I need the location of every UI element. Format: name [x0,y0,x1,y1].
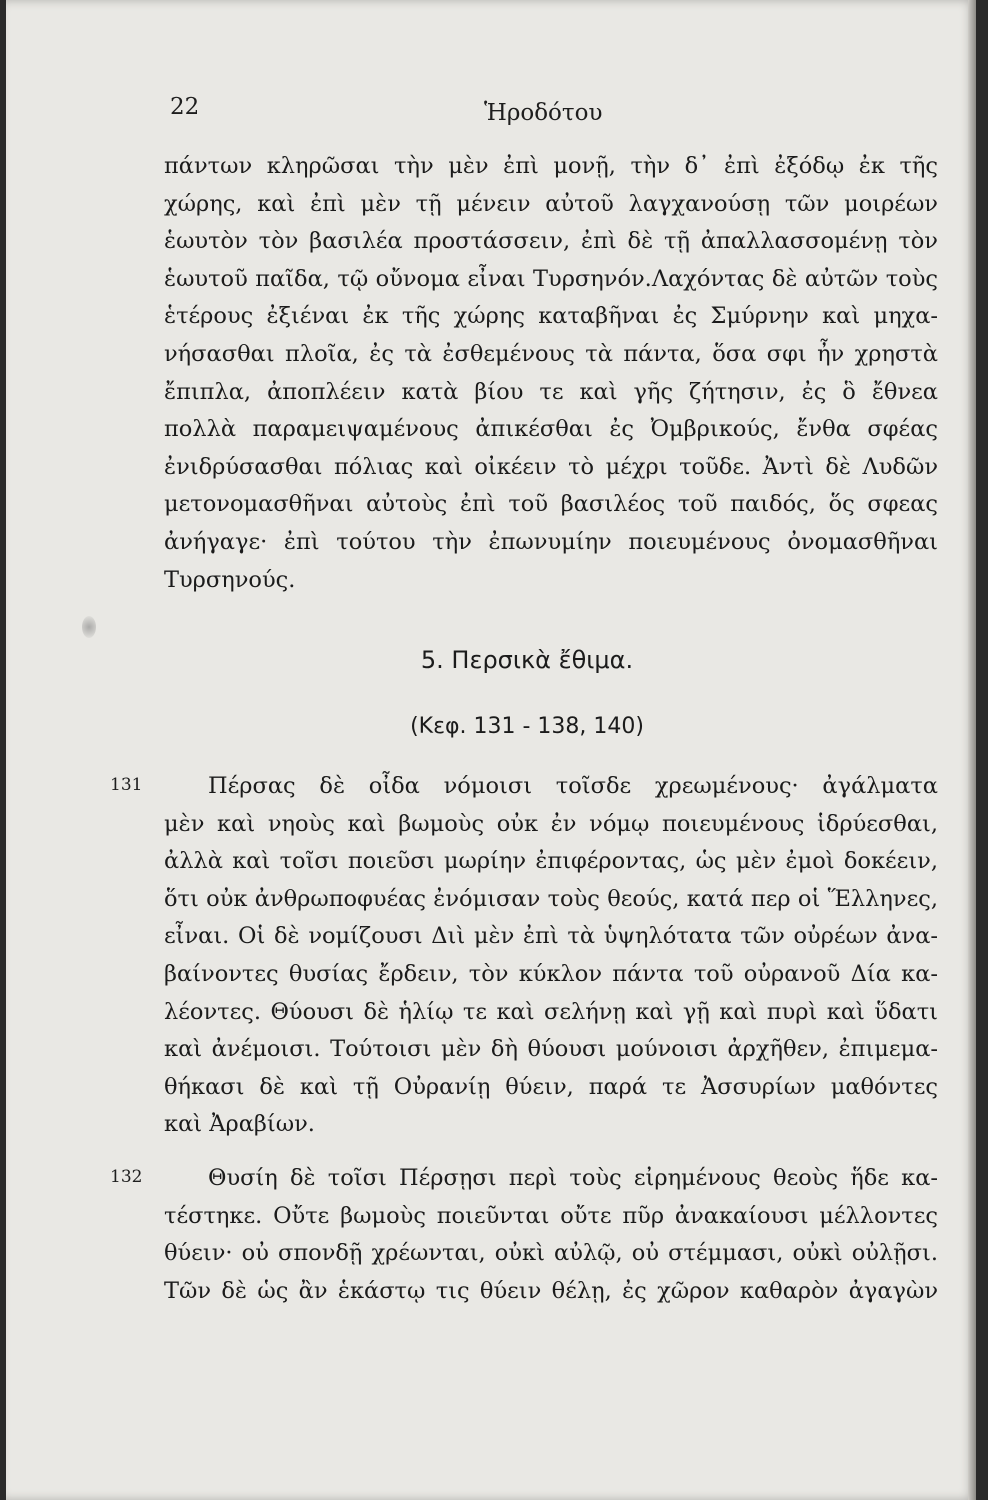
text-line: θύειν· οὐ σπονδῇ χρέωνται, οὐκὶ αὐλῷ, οὐ στέμμασι, οὐκὶ οὐλῇσι. [164,1240,938,1267]
text-line: λέοντες. Θύουσι δὲ ἡλίῳ τε καὶ σελήνῃ καὶ γῇ καὶ πυρὶ καὶ ὕδατι [164,998,938,1025]
page-header [6,88,976,128]
chapter-reference-text: (Κεφ. 131 - 138, 140) [410,714,644,739]
section-heading [6,646,976,674]
text-line: ἑτέρους ἐξιέναι ἐκ τῆς χώρης καταβῆναι ἐς Σμύρνην καὶ μηχα- [164,303,938,330]
text-line: καὶ ἀνέμοισι. Τούτοισι μὲν δὴ θύουσι μούνοισι ἀρχῆθεν, ἐπιμεμα- [164,1036,938,1063]
margin-chapter-number: 132 [110,1167,143,1187]
text-line: καὶ Ἀραβίων. [164,1111,315,1138]
text-line: βαίνοντες θυσίας ἔρδειν, τὸν κύκλον πάντα τοῦ οὐρανοῦ Δία κα- [164,960,938,987]
ink-smudge [82,616,96,638]
text-line: ἀλλὰ καὶ τοῖσι ποιεῦσι μωρίην ἐπιφέροντας, ὡς μὲν ἐμοὶ δοκέειν, [164,848,938,875]
margin-chapter-number: 131 [110,775,143,795]
text-line: νήσασθαι πλοῖα, ἐς τὰ ἐσθεμένους τὰ πάντα, ὅσα σφι ἦν χρηστὰ [164,340,938,367]
text-line: ἀνήγαγε· ἐπὶ τούτου τὴν ἐπωνυμίην ποιευμένους ὀνομασθῆναι [164,528,938,555]
book-page [6,0,976,1500]
text-line: θήκασι δὲ καὶ τῇ Οὐρανίῃ θύειν, παρά τε Ἀσσυρίων μαθόντες [164,1073,938,1100]
section-heading-text: 5. Περσικὰ ἔθιμα. [420,646,634,674]
text-line: ἔπιπλα, ἀποπλέειν κατὰ βίου τε καὶ γῆς ζήτησιν, ἐς ὃ ἔθνεα [164,378,938,405]
text-line: ἐνιδρύσασθαι πόλιας καὶ οἰκέειν τὸ μέχρι τοῦδε. Ἀντὶ δὲ Λυδῶν [164,453,938,480]
text-line: Τυρσηνούς. [164,566,296,593]
text-line: Θυσίη δὲ τοῖσι Πέρσῃσι περὶ τοὺς εἰρημένους θεοὺς ἥδε κα- [208,1165,938,1191]
text-line: πάντων κληρῶσαι τὴν μὲν ἐπὶ μονῇ, τὴν δ᾽ ἐπὶ ἐξόδῳ ἐκ τῆς [164,153,938,179]
page-number: 22 [170,94,200,120]
paragraph-132 [164,1160,938,1310]
text-line: ἑωυτὸν τὸν βασιλέα προστάσσειν, ἐπὶ δὲ τῇ ἀπαλλασσομένῃ τὸν [164,228,938,255]
text-line: μετονομασθῆναι αὐτοὺς ἐπὶ τοῦ βασιλέος τοῦ παιδός, ὅς σφεας [164,491,938,518]
paragraph-131 [164,768,938,1144]
chapter-reference [6,714,976,739]
text-line: ὅτι οὐκ ἀνθρωποφυέας ἐνόμισαν τοὺς θεούς, κατά περ οἱ Ἕλληνες, [164,885,938,912]
text-line: μὲν καὶ νηοὺς καὶ βωμοὺς οὐκ ἐν νόμῳ ποιευμένους ἱδρύεσθαι, [164,810,938,837]
text-line: τέστηκε. Οὔτε βωμοὺς ποιεῦνται οὔτε πῦρ ἀνακαίουσι μέλλοντες [164,1202,938,1229]
running-title: Ἡροδότου [484,100,603,126]
text-line: ἑωυτοῦ παῖδα, τῷ οὔνομα εἶναι Τυρσηνόν.Λαχόντας δὲ αὐτῶν τοὺς [164,265,938,292]
text-line: πολλὰ παραμειψαμένους ἀπικέσθαι ἐς Ὀμβρικούς, ἔνθα σφέας [164,416,938,443]
paragraph-continued [164,148,938,599]
text-line: Τῶν δὲ ὡς ἂν ἑκάστῳ τις θύειν θέλῃ, ἐς χῶρον καθαρὸν ἀγαγὼν [164,1277,938,1304]
text-line: χώρης, καὶ ἐπὶ μὲν τῇ μένειν αὐτοῦ λαγχανούσῃ τῶν μοιρέων [164,190,938,217]
text-line: Πέρσας δὲ οἶδα νόμοισι τοῖσδε χρεωμένους· ἀγάλματα [208,773,938,799]
page-edge [968,0,976,1500]
text-line: εἶναι. Οἱ δὲ νομίζουσι Διὶ μὲν ἐπὶ τὰ ὑψηλότατα τῶν οὐρέων ἀνα- [164,923,938,950]
